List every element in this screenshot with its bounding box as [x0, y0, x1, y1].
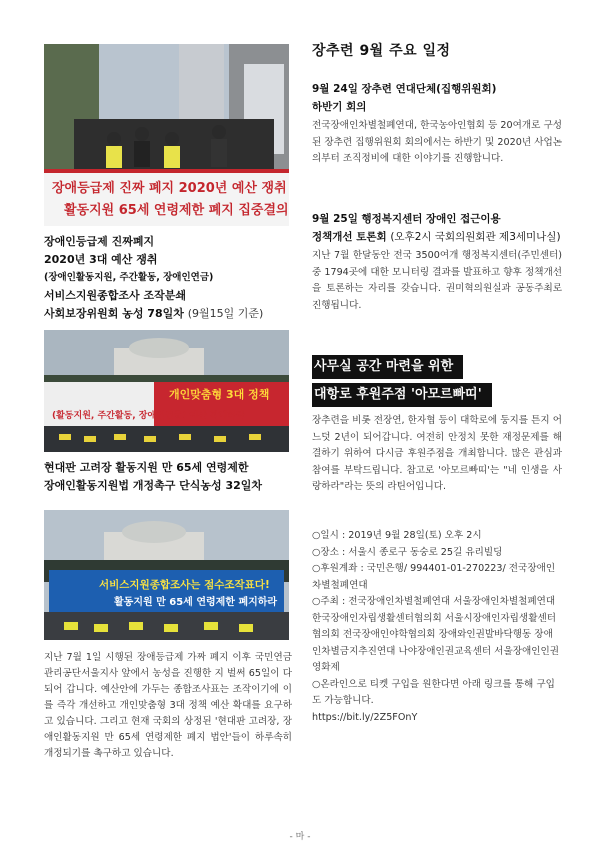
support-heading-line1: 사무실 공간 마련을 위한 [312, 355, 463, 379]
photo-2-caption [44, 459, 294, 495]
photo-2-banner-line2: (활동지원, 주간활동, 장애인연금) 예산 확대하라 [52, 411, 245, 421]
support-info [312, 528, 562, 726]
protest-photo-2 [44, 330, 289, 452]
info-date: ○일시 : 2019년 9월 28일(토) 오후 2시 [312, 530, 482, 541]
caption-2-line1: 현대판 고려장 활동지원 만 65세 연령제한 [44, 461, 249, 474]
left-article-body: 지난 7월 1일 시행된 장애등급제 가짜 폐지 이후 국민연금관리공단서울지사 앞에서 농성을 진행한 지 벌써 65일이 다 되어 갑니다. 예산안에 가두는 종합조사표는 조작이기에 이를 즉각 개선하고 개인맞춤형 3대 정책 예산 확대를 요구하고 있습니다. 그리고 현재 국회의 상정된 '현대판 고려장, 장애인활동지원 만 65세 연령제한 폐지 법안'들이 하루속히 개정되기를 촉구하고 있습니다. [44, 652, 292, 759]
info-place: ○장소 : 서울시 종로구 동숭로 25길 유리빌딩 [312, 546, 503, 558]
event-2 [312, 210, 562, 314]
photo-1-banner-line1: 장애등급제 진짜 폐지 2020년 예산 쟁취 [52, 181, 287, 196]
event-2-title-a: 9월 25일 행정복지센터 장애인 접근이용 [312, 213, 501, 225]
schedule-heading: 장추련 9월 주요 일정 [312, 43, 451, 59]
caption-1-line5: 사회보장위원회 농성 78일차 [44, 307, 184, 320]
protest-photo-3 [44, 510, 289, 640]
ticket-link[interactable]: https://bit.ly/2Z5FOnY [312, 711, 418, 723]
info-account: ○후원계좌 : 국민은행/ 994401-01-270223/ 전국장애인차별철폐연대 [312, 563, 556, 591]
caption-2-line2: 장애인활동지원법 개정촉구 단식농성 32일차 [44, 479, 263, 492]
event-1 [312, 80, 562, 168]
support-heading-line2: 대항로 후원주점 '아모르빠띠' [312, 383, 492, 407]
caption-1-line3: (장애인활동지원, 주간활동, 장애인연금) [44, 272, 214, 283]
event-2-body: 지난 7월 한달동안 전국 3500여개 행정복지센터(주민센터) 중 1794곳에 대한 모니터링 결과를 발표하고 향후 정책개선을 토론하는 자리를 갖습니다. 권미혁의원실과 공동주최로 진행됩니다. [312, 250, 562, 311]
caption-1-line4: 서비스지원종합조사 조작분쇄 [44, 289, 186, 302]
info-online: ○온라인으로 티켓 구입을 원한다면 아래 링크를 통해 구입도 가능합니다. [312, 678, 555, 706]
caption-1-date-note: (9월15일 기준) [187, 307, 264, 320]
photo-3-banner-line1: 서비스지원종합조사는 점수조작표다! [99, 579, 270, 591]
event-1-title-a: 9월 24일 장추련 연대단체(집행위원회) [312, 83, 497, 95]
event-1-title-b: 하반기 회의 [312, 101, 367, 113]
info-host: ○주최 : 전국장애인차별철폐연대 서울장애인차별철폐연대 한국장애인자립생활센터협의회 서울시장애인자립생활센터협의회 전국장애인야학협의회 장애와인권발바닥행동 장애인차별금지추진연대 나야장애인권교육센터 서울장애인인권영화제 [312, 596, 560, 673]
page-number: - 마 - [289, 832, 311, 842]
event-2-title-b: 정책개선 토론회 [312, 231, 387, 243]
support-section [312, 355, 562, 496]
photo-2-banner-line1: 개인맞춤형 3대 정책 [169, 388, 270, 401]
photo-1-caption [44, 233, 294, 323]
caption-1-line2: 2020년 3대 예산 쟁취 [44, 253, 158, 266]
photo-3-banner-line2: 활동지원 만 65세 연령제한 폐지하라 [114, 597, 278, 608]
event-1-body: 전국장애인차별철폐연대, 한국농아인협회 등 20여개로 구성된 장추련 집행위원회 회의에서는 하반기 및 2020년 사업논의부터 조직정비에 대한 이야기를 진행합니다. [312, 120, 562, 164]
support-body: 장추련을 비롯 전장연, 한자협 등이 대학로에 둥지를 튼지 어느덧 2년이 되어갑니다. 여전히 안정치 못한 재정문제를 해결하기 위하여 다시금 후원주점을 개최합니다. 많은 관심과 참여를 부탁드립니다. 참고로 '아모르빠띠'는 "네 인생을 사랑하라"라는 뜻의 라틴어입니다. [312, 415, 562, 492]
caption-1-line1: 장애인등급제 진짜폐지 [44, 235, 155, 248]
event-2-title-note: (오후2시 국회의원회관 제3세미나실) [390, 231, 561, 243]
photo-1-banner-line2: 활동지원 65세 연령제한 폐지 집중결의 [64, 203, 289, 218]
protest-photo-1 [44, 44, 289, 226]
